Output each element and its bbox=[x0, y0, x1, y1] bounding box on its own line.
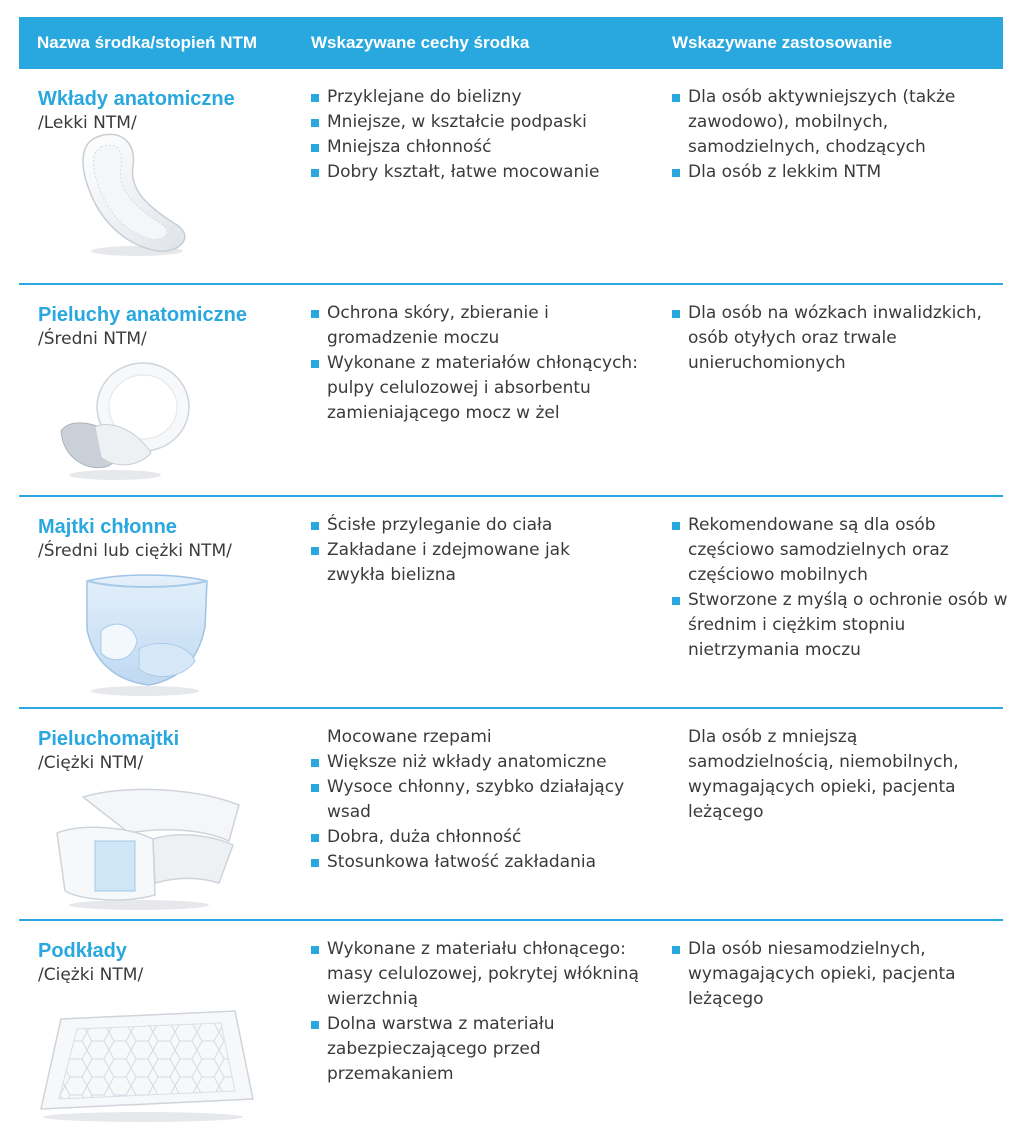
use-item: Dla osób na wózkach inwalidzkich, osób otyłych oraz trwale unieruchomionych bbox=[672, 301, 1010, 376]
use-item: Dla osób niesamodzielnych, wymagających opieki, pacjenta leżącego bbox=[672, 937, 1008, 1012]
feature-item: Stosunkowa łatwość zakładania bbox=[311, 850, 656, 875]
diaper-briefs-image bbox=[43, 779, 253, 914]
absorbent-pants-image bbox=[79, 571, 214, 699]
anatomical-insert-image bbox=[59, 129, 209, 259]
feature-item: Przyklejane do bielizny bbox=[311, 85, 656, 110]
product-name: Pieluchy anatomiczne bbox=[38, 304, 247, 326]
feature-item: Ścisłe przyleganie do ciała bbox=[311, 513, 656, 538]
feature-item: Mniejsza chłonność bbox=[311, 135, 656, 160]
use-item: Dla osób aktywniejszych (także zawodowo), mobilnych, samodzielnych, chodzących bbox=[672, 85, 988, 160]
feature-item: Mniejsze, w kształcie podpaski bbox=[311, 110, 656, 135]
table-row bbox=[19, 497, 1008, 709]
ntm-level: /Ciężki NTM/ bbox=[38, 965, 144, 985]
feature-item: Dolna warstwa z materiału zabezpieczającego przed przemakaniem bbox=[311, 1012, 597, 1087]
feature-item: Dobry kształt, łatwe mocowanie bbox=[311, 160, 656, 185]
feature-item: Wykonane z materiałów chłonących: pulpy celulozowej i absorbentu zamieniającego mocz w żel bbox=[311, 351, 657, 426]
table-row bbox=[19, 921, 1003, 1133]
feature-item: Większe niż wkłady anatomiczne bbox=[311, 750, 656, 775]
use-item: Rekomendowane są dla osób częściowo samodzielnych oraz częściowo mobilnych bbox=[672, 513, 978, 588]
feature-item: Ochrona skóry, zbieranie i gromadzenie moczu bbox=[311, 301, 605, 351]
product-name: Majtki chłonne bbox=[38, 516, 177, 538]
incontinence-products-table bbox=[19, 17, 1008, 1133]
feature-item: Wykonane z materiału chłonącego: masy celulozowej, pokrytej włókniną wierzchnią bbox=[311, 937, 657, 1012]
ntm-level: /Lekki NTM/ bbox=[38, 113, 137, 133]
table-row bbox=[19, 709, 1003, 921]
ntm-level: /Średni NTM/ bbox=[38, 329, 147, 349]
table-row bbox=[19, 285, 1003, 497]
use-item: Stworzone z myślą o ochronie osób w średnim i ciężkim stopniu nietrzymania moczu bbox=[672, 588, 1008, 663]
feature-item: Zakładane i zdejmowane jak zwykła bielizna bbox=[311, 538, 597, 588]
feature-item: Wysoce chłonny, szybko działający wsad bbox=[311, 775, 627, 825]
product-name: Pieluchomajtki bbox=[38, 728, 180, 750]
table-row bbox=[19, 69, 1003, 285]
ntm-level: /Średni lub ciężki NTM/ bbox=[38, 541, 232, 561]
anatomical-diaper-image bbox=[55, 357, 195, 482]
header-features: Wskazywane cechy środka bbox=[311, 33, 530, 52]
use-item: Dla osób z lekkim NTM bbox=[672, 160, 1002, 185]
use-item: Dla osób z mniejszą samodzielnością, niemobilnych, wymagających opieki, pacjenta leżącego bbox=[688, 727, 959, 822]
table-header bbox=[19, 17, 1003, 69]
header-product-name: Nazwa środka/stopień NTM bbox=[37, 33, 258, 52]
header-uses: Wskazywane zastosowanie bbox=[672, 33, 893, 52]
product-name: Podkłady bbox=[38, 940, 127, 962]
feature-item: Dobra, duża chłonność bbox=[311, 825, 656, 850]
feature-item: Mocowane rzepami bbox=[327, 727, 492, 747]
ntm-level: /Ciężki NTM/ bbox=[38, 753, 144, 773]
underpad-image bbox=[21, 1005, 261, 1125]
product-name: Wkłady anatomiczne bbox=[38, 88, 235, 110]
